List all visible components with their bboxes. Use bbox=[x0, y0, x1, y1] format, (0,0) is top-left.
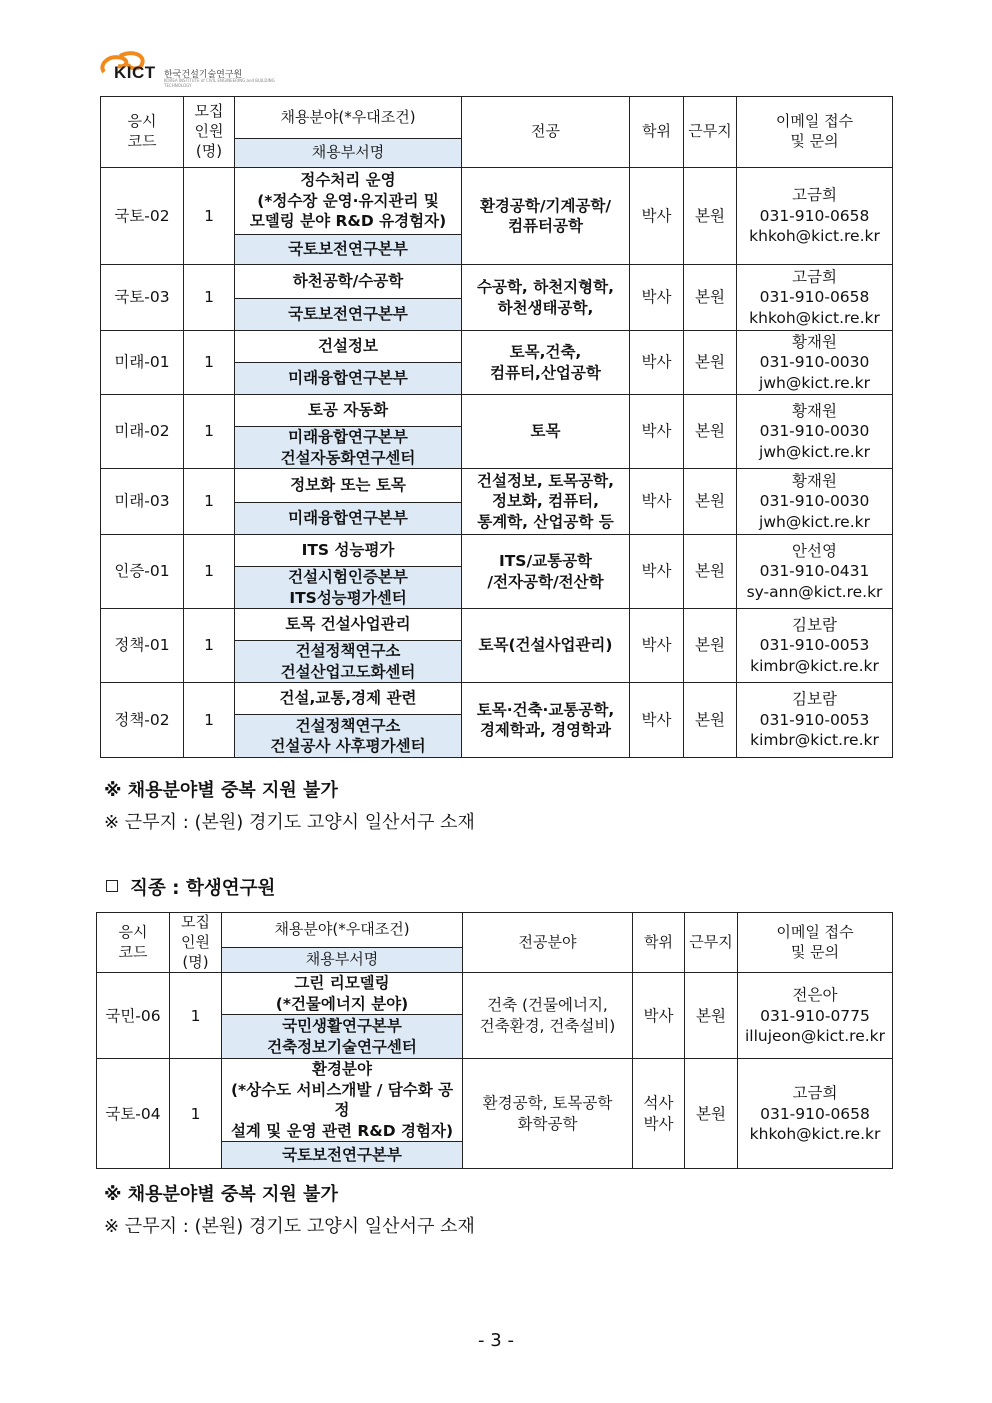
cell-field: 정수처리 운영 (*정수장 운영·유지관리 및 모델링 분야 R&D 유경험자) bbox=[235, 168, 462, 235]
cell-contact: 김보람 031-910-0053 kimbr@kict.re.kr bbox=[737, 683, 893, 758]
cell-count: 1 bbox=[184, 395, 235, 469]
cell-contact: 고금희 031-910-0658 khkoh@kict.re.kr bbox=[737, 168, 893, 265]
cell-count: 1 bbox=[184, 265, 235, 331]
table-row bbox=[101, 265, 893, 299]
cell-degree: 박사 bbox=[633, 973, 685, 1059]
cell-degree: 석사 박사 bbox=[633, 1059, 685, 1169]
recruitment-table-2 bbox=[96, 912, 893, 1169]
cell-dept: 국토보전연구본부 bbox=[222, 1142, 463, 1169]
header-count: 모집 인원 (명) bbox=[170, 913, 222, 973]
note-location-1: ※ 근무지 : (본원) 경기도 고양시 일산서구 소재 bbox=[104, 812, 475, 833]
cell-count: 1 bbox=[170, 1059, 222, 1169]
table-row bbox=[101, 469, 893, 503]
header-location: 근무지 bbox=[685, 913, 738, 973]
cell-dept: 미래융합연구본부 건설자동화연구센터 bbox=[235, 427, 462, 469]
table-row bbox=[101, 683, 893, 715]
header-count: 모집 인원 (명) bbox=[184, 97, 235, 168]
header-major: 전공분야 bbox=[463, 913, 633, 973]
table-row bbox=[101, 535, 893, 567]
cell-count: 1 bbox=[170, 973, 222, 1059]
cell-code: 정책-01 bbox=[101, 609, 184, 683]
cell-code: 국토-02 bbox=[101, 168, 184, 265]
cell-major: 토목 bbox=[462, 395, 630, 469]
note-duplicate-1: ※ 채용분야별 중복 지원 불가 bbox=[104, 780, 338, 801]
cell-degree: 박사 bbox=[630, 168, 684, 265]
cell-contact: 김보람 031-910-0053 kimbr@kict.re.kr bbox=[737, 609, 893, 683]
cell-contact: 고금희 031-910-0658 khkoh@kict.re.kr bbox=[737, 265, 893, 331]
cell-count: 1 bbox=[184, 609, 235, 683]
cell-degree: 박사 bbox=[630, 469, 684, 535]
cell-contact: 황재원 031-910-0030 jwh@kict.re.kr bbox=[737, 331, 893, 395]
note-location-2: ※ 근무지 : (본원) 경기도 고양시 일산서구 소재 bbox=[104, 1216, 475, 1237]
cell-contact: 황재원 031-910-0030 jwh@kict.re.kr bbox=[737, 469, 893, 535]
cell-location: 본원 bbox=[685, 973, 738, 1059]
logo-text: KICT bbox=[114, 63, 156, 82]
cell-degree: 박사 bbox=[630, 609, 684, 683]
cell-location: 본원 bbox=[684, 168, 737, 265]
header-code: 응시 코드 bbox=[101, 97, 184, 168]
table-row bbox=[101, 168, 893, 235]
table-row bbox=[101, 609, 893, 641]
cell-degree: 박사 bbox=[630, 535, 684, 609]
cell-count: 1 bbox=[184, 683, 235, 758]
cell-dept: 미래융합연구본부 bbox=[235, 363, 462, 395]
table-row bbox=[97, 1059, 893, 1142]
cell-location: 본원 bbox=[684, 331, 737, 395]
cell-location: 본원 bbox=[684, 683, 737, 758]
note-duplicate-2: ※ 채용분야별 중복 지원 불가 bbox=[104, 1184, 338, 1205]
cell-location: 본원 bbox=[685, 1059, 738, 1169]
cell-contact: 전은아 031-910-0775 illujeon@kict.re.kr bbox=[738, 973, 893, 1059]
cell-code: 국토-03 bbox=[101, 265, 184, 331]
cell-field: 토공 자동화 bbox=[235, 395, 462, 427]
header-contact: 이메일 접수 및 문의 bbox=[737, 97, 893, 168]
cell-major: 환경공학, 토목공학 화학공학 bbox=[463, 1059, 633, 1169]
cell-field: 환경분야 (*상수도 서비스개발 / 담수화 공정 설계 및 운영 관련 R&D 경험자) bbox=[222, 1059, 463, 1142]
table-row bbox=[101, 395, 893, 427]
cell-dept: 미래융합연구본부 bbox=[235, 503, 462, 535]
cell-code: 정책-02 bbox=[101, 683, 184, 758]
header-contact: 이메일 접수 및 문의 bbox=[738, 913, 893, 973]
header-dept: 채용부서명 bbox=[222, 948, 463, 973]
cell-code: 미래-01 bbox=[101, 331, 184, 395]
cell-degree: 박사 bbox=[630, 395, 684, 469]
header-row bbox=[101, 97, 893, 139]
cell-major: ITS/교통공학 /전자공학/전산학 bbox=[462, 535, 630, 609]
cell-contact: 고금희 031-910-0658 khkoh@kict.re.kr bbox=[738, 1059, 893, 1169]
cell-contact: 황재원 031-910-0030 jwh@kict.re.kr bbox=[737, 395, 893, 469]
header-code: 응시 코드 bbox=[97, 913, 170, 973]
cell-dept: 건설정책연구소 건설산업고도화센터 bbox=[235, 641, 462, 683]
cell-field: 정보화 또는 토목 bbox=[235, 469, 462, 503]
cell-major: 건설정보, 토목공학, 정보화, 컴퓨터, 통계학, 산업공학 등 bbox=[462, 469, 630, 535]
header-location: 근무지 bbox=[684, 97, 737, 168]
cell-field: ITS 성능평가 bbox=[235, 535, 462, 567]
cell-count: 1 bbox=[184, 168, 235, 265]
cell-dept: 국토보전연구본부 bbox=[235, 235, 462, 265]
cell-dept: 국민생활연구본부 건축정보기술연구센터 bbox=[222, 1015, 463, 1059]
cell-dept: 국토보전연구본부 bbox=[235, 299, 462, 331]
header-degree: 학위 bbox=[630, 97, 684, 168]
cell-location: 본원 bbox=[684, 535, 737, 609]
section-title bbox=[106, 874, 275, 900]
header-field: 채용분야(*우대조건) bbox=[235, 97, 462, 139]
header-major: 전공 bbox=[462, 97, 630, 168]
cell-degree: 박사 bbox=[630, 265, 684, 331]
cell-major: 토목·건축·교통공학, 경제학과, 경영학과 bbox=[462, 683, 630, 758]
cell-count: 1 bbox=[184, 331, 235, 395]
header-row bbox=[97, 913, 893, 948]
header-dept: 채용부서명 bbox=[235, 139, 462, 168]
cell-code: 미래-02 bbox=[101, 395, 184, 469]
cell-contact: 안선영 031-910-0431 sy-ann@kict.re.kr bbox=[737, 535, 893, 609]
cell-code: 미래-03 bbox=[101, 469, 184, 535]
cell-major: 토목(건설사업관리) bbox=[462, 609, 630, 683]
cell-degree: 박사 bbox=[630, 683, 684, 758]
section-title-text: 직종 : 학생연구원 bbox=[130, 878, 276, 899]
cell-code: 국민-06 bbox=[97, 973, 170, 1059]
logo-subtitle-en: KOREA INSTITUTE of CIVIL ENGINEERING and BUILDING TECHNOLOGY bbox=[164, 78, 275, 88]
cell-location: 본원 bbox=[684, 469, 737, 535]
kict-logo bbox=[96, 50, 296, 86]
cell-count: 1 bbox=[184, 469, 235, 535]
cell-field: 건설정보 bbox=[235, 331, 462, 363]
cell-location: 본원 bbox=[684, 265, 737, 331]
cell-major: 수공학, 하천지형학, 하천생태공학, bbox=[462, 265, 630, 331]
page-number: - 3 - bbox=[478, 1330, 514, 1351]
cell-degree: 박사 bbox=[630, 331, 684, 395]
cell-major: 건축 (건물에너지, 건축환경, 건축설비) bbox=[463, 973, 633, 1059]
header-field: 채용분야(*우대조건) bbox=[222, 913, 463, 948]
cell-code: 국토-04 bbox=[97, 1059, 170, 1169]
cell-location: 본원 bbox=[684, 609, 737, 683]
table-row bbox=[97, 973, 893, 1015]
cell-count: 1 bbox=[184, 535, 235, 609]
cell-major: 토목,건축, 컴퓨터,산업공학 bbox=[462, 331, 630, 395]
cell-dept: 건설정책연구소 건설공사 사후평가센터 bbox=[235, 715, 462, 758]
table-row bbox=[101, 331, 893, 363]
cell-field: 하천공학/수공학 bbox=[235, 265, 462, 299]
cell-major: 환경공학/기계공학/ 컴퓨터공학 bbox=[462, 168, 630, 265]
header-degree: 학위 bbox=[633, 913, 685, 973]
logo-subtitle: 한국건설기술연구원 bbox=[164, 70, 243, 80]
cell-dept: 건설시험인증본부 ITS성능평가센터 bbox=[235, 567, 462, 609]
cell-field: 토목 건설사업관리 bbox=[235, 609, 462, 641]
cell-code: 인증-01 bbox=[101, 535, 184, 609]
checkbox-square-icon bbox=[106, 880, 118, 892]
cell-location: 본원 bbox=[684, 395, 737, 469]
cell-field: 건설,교통,경제 관련 bbox=[235, 683, 462, 715]
recruitment-table-1 bbox=[100, 96, 893, 758]
cell-field: 그린 리모델링 (*건물에너지 분야) bbox=[222, 973, 463, 1015]
